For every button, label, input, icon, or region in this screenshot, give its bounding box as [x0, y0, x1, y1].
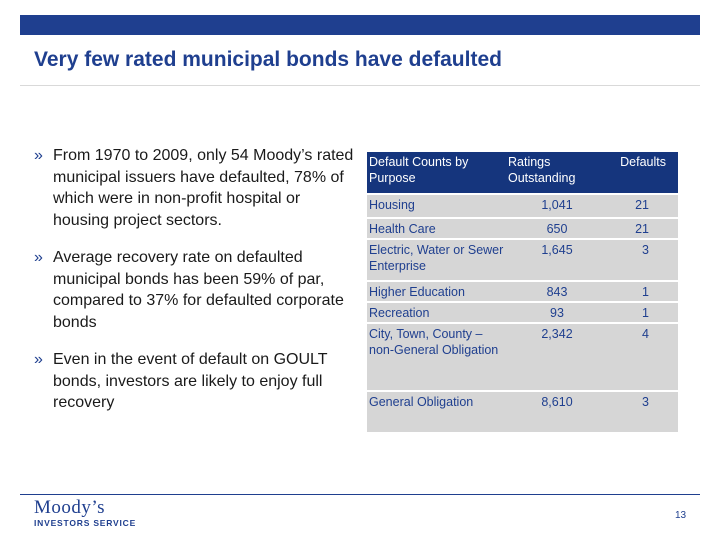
- table-header-row: [367, 152, 678, 193]
- cell-defaults: 1: [642, 306, 649, 320]
- logo-tagline: INVESTORS SERVICE: [34, 518, 137, 528]
- default-counts-table: [367, 152, 678, 432]
- cell-defaults: 21: [635, 198, 649, 212]
- cell-ratings: 93: [550, 306, 564, 320]
- bullet-list: [34, 145, 354, 430]
- page-title: Very few rated municipal bonds have defaulted: [34, 48, 502, 71]
- bullet-item: [34, 349, 354, 414]
- top-banner: [20, 15, 700, 35]
- cell-defaults: 21: [635, 222, 649, 236]
- cell-purpose: Health Care: [369, 222, 436, 236]
- page-number: 13: [675, 510, 687, 521]
- column-header-defaults: Defaults: [620, 155, 666, 169]
- logo-wordmark: Moody’s: [34, 497, 106, 518]
- table-row: [367, 193, 678, 217]
- cell-purpose: General Obligation: [369, 395, 474, 409]
- bullet-text: Even in the event of default on GOULT bonds, investors are likely to enjoy full recovery: [53, 351, 328, 411]
- table-row: [367, 217, 678, 238]
- cell-purpose: City, Town, County – non-General Obligation: [369, 327, 499, 357]
- cell-ratings: 1,041: [541, 198, 573, 212]
- column-header-purpose: Default Counts by Purpose: [369, 155, 469, 185]
- bullet-text: Average recovery rate on defaulted municipal bonds has been 59% of par, compared to 37% for defaulted corporate bonds: [53, 249, 344, 331]
- cell-purpose: Recreation: [369, 306, 430, 320]
- cell-purpose: Housing: [369, 198, 415, 212]
- cell-purpose: Electric, Water or Sewer Enterprise: [369, 243, 504, 273]
- title-divider: [20, 85, 700, 86]
- footer-divider: [20, 494, 700, 495]
- moodys-logo: [34, 498, 136, 528]
- table-row: [367, 238, 678, 280]
- cell-defaults: 1: [642, 285, 649, 299]
- cell-ratings: 8,610: [541, 395, 573, 409]
- cell-ratings: 1,645: [541, 243, 573, 257]
- bullet-item: [34, 145, 354, 231]
- table-row: [367, 301, 678, 322]
- bullet-marker: »: [34, 351, 43, 368]
- bullet-item: [34, 247, 354, 333]
- cell-ratings: 843: [546, 285, 568, 299]
- cell-defaults: 3: [642, 395, 649, 409]
- column-header-ratings: Ratings Outstanding: [508, 155, 576, 185]
- bullet-marker: »: [34, 147, 43, 164]
- table-row: [367, 390, 678, 432]
- bullet-marker: »: [34, 249, 43, 266]
- cell-defaults: 3: [642, 243, 649, 257]
- table-row: [367, 322, 678, 390]
- cell-ratings: 2,342: [541, 327, 573, 341]
- cell-purpose: Higher Education: [369, 285, 465, 299]
- cell-ratings: 650: [546, 222, 568, 236]
- bullet-text: From 1970 to 2009, only 54 Moody’s rated municipal issuers have defaulted, 78% of which were in non-profit hospital or housing project sectors.: [53, 147, 354, 229]
- table-row: [367, 280, 678, 301]
- cell-defaults: 4: [642, 327, 649, 341]
